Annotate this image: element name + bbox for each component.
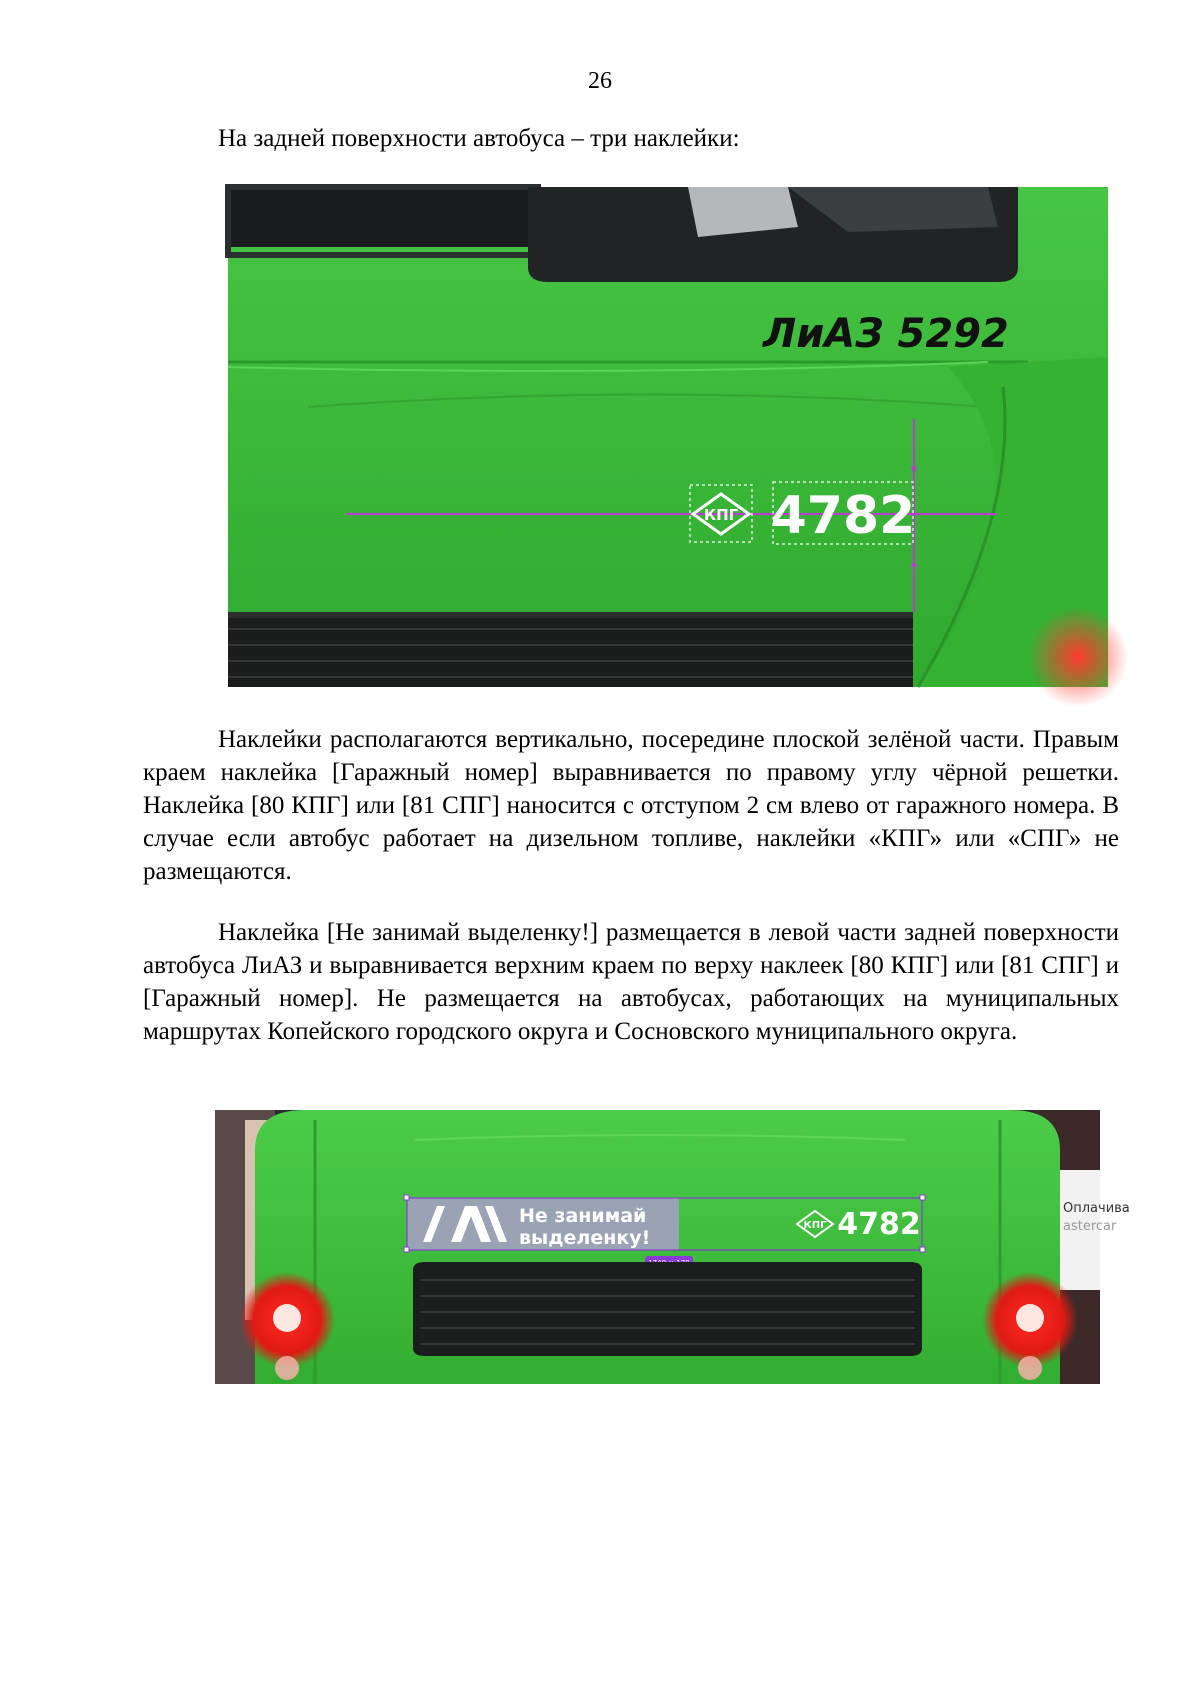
payment-sign-line1: Оплачива — [1063, 1201, 1130, 1216]
placement-paragraph: Наклейки располагаются вертикально, посередине плоской зелёной части. Правым краем наклейка [Гаражный номер] выравнивается по правому углу чёрной решетки. Наклейка [80 КПГ] или [81 СПГ] наносится с отступом 2 см влево от гаражного номера. В случае если автобус работает на дизельном топливе, наклейки «КПГ» или «СПГ» не размещаются. — [143, 726, 1119, 885]
bus-rear-full-photo — [215, 1110, 1130, 1384]
cng-badge-small-label: КПГ — [803, 1220, 827, 1231]
bus-rear-closeup-photo — [228, 187, 1108, 687]
model-badge: ЛиАЗ 5292 — [763, 311, 1009, 357]
garage-number: 4782 — [770, 486, 916, 546]
intro-text: На задней поверхности автобуса – три наклейки: — [218, 125, 740, 152]
lane-sticker-line2: выделенку! — [519, 1227, 651, 1249]
lane-sticker — [407, 1198, 679, 1250]
lane-sticker-line1: Не занимай — [519, 1205, 647, 1227]
payment-sign-line2: astercar — [1063, 1219, 1117, 1234]
page-number: 26 — [588, 68, 612, 94]
cng-badge-label: КПГ — [703, 506, 739, 524]
garage-number-small: 4782 — [837, 1207, 921, 1242]
lane-sticker-paragraph: Наклейка [Не занимай выделенку!] размещается в левой части задней поверхности автобуса ЛиАЗ и выравнивается верхним краем по верху наклеек [80 КПГ] или [81 СПГ] и [Гаражный номер]. Не размещается на автобусах, работающих на муниципальных маршрутах Копейского городского округа и Сосновского муниципального округа. — [143, 919, 1119, 1045]
